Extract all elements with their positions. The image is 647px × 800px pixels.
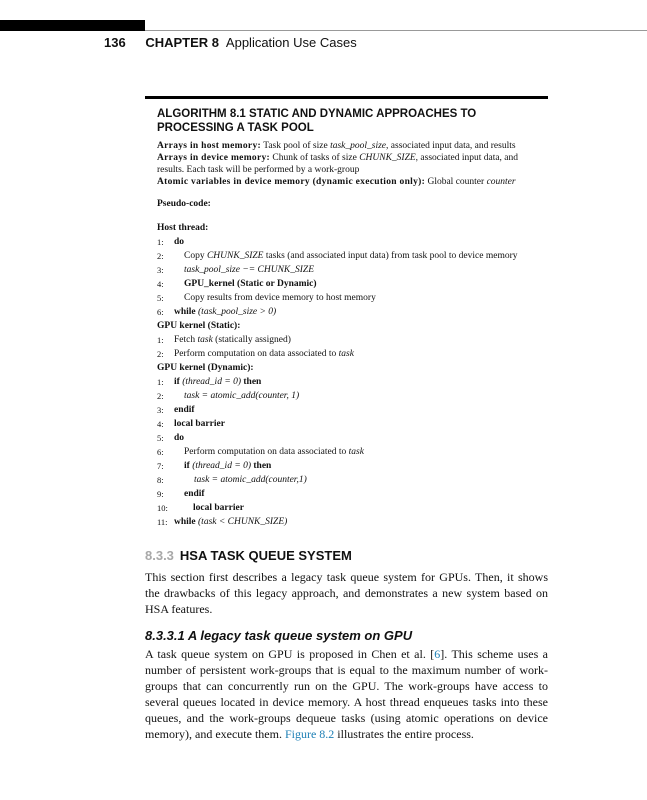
code-line: 9: endif (157, 489, 205, 499)
code-line: 1: if (thread_id = 0) then (157, 377, 262, 387)
pseudo-code-label: Pseudo-code: (157, 199, 211, 209)
code-line: 2: Perform computation on data associated to task (157, 349, 354, 359)
figure-reference-link[interactable]: Figure 8.2 (284, 727, 335, 741)
host-thread-label: Host thread: (157, 223, 209, 233)
subsection-heading: 8.3.3.1 A legacy task queue system on GPU (145, 628, 413, 643)
page-number: 136 (104, 35, 126, 50)
code-line: 4: GPU_kernel (Static or Dynamic) (157, 279, 317, 289)
code-line: 10: local barrier (157, 503, 244, 513)
algorithm-box (145, 96, 548, 530)
section-number: 8.3.3 (145, 548, 174, 563)
citation-link[interactable]: 6 (434, 647, 441, 661)
code-line: 7: if (thread_id = 0) then (157, 461, 272, 471)
code-line: 3: task_pool_size −= CHUNK_SIZE (157, 265, 314, 275)
chapter-label: CHAPTER 8 (145, 35, 220, 50)
code-line: 1: Fetch task (statically assigned) (157, 335, 291, 345)
code-line: 1: do (157, 237, 185, 247)
chapter-title: Application Use Cases (225, 35, 357, 50)
static-kernel-label: GPU kernel (Static): (157, 321, 241, 331)
code-line: 5: Copy results from device memory to host memory (157, 293, 376, 303)
code-line: 6: while (task_pool_size > 0) (157, 307, 277, 317)
section-intro-paragraph: This section first describes a legacy task queue system for GPUs. Then, it shows the drawbacks of this legacy approach, and demonstrates a new system based on HSA features. (145, 570, 548, 616)
atomic-vars-desc: Atomic variables in device memory (dynamic execution only): Global counter counter (157, 177, 516, 187)
algorithm-top-rule (145, 96, 548, 99)
header-black-bar (0, 20, 145, 31)
dynamic-kernel-label: GPU kernel (Dynamic): (157, 363, 254, 373)
host-memory-desc: Arrays in host memory: Task pool of size task_pool_size, associated input data, and results (157, 141, 516, 151)
running-head (104, 35, 357, 50)
code-line: 6: Perform computation on data associated to task (157, 447, 364, 457)
section-title: HSA TASK QUEUE SYSTEM (179, 548, 352, 563)
code-line: 2: Copy CHUNK_SIZE tasks (and associated input data) from task pool to device memory (157, 251, 518, 261)
code-line: 11: while (task < CHUNK_SIZE) (157, 517, 288, 527)
code-line: 4: local barrier (157, 419, 225, 429)
algorithm-body (157, 140, 547, 528)
algorithm-title: ALGORITHM 8.1 STATIC AND DYNAMIC APPROACHES TO PROCESSING A TASK POOL (157, 108, 477, 134)
code-line: 8: task = atomic_add(counter,1) (157, 475, 307, 485)
subsection-paragraph: A task queue system on GPU is proposed in Chen et al. [6]. This scheme uses a number of persistent work-groups that is equal to the maximum number of work-groups that can concurrently run on the GPU. The work-groups have access to several queues located in device memory. A host thread enqueues tasks into these queues, and the work-groups dequeue tasks (using atomic operations on device memory), and execute them. Figure 8.2 illustrates the entire process. (145, 647, 548, 741)
header-rule (145, 30, 647, 31)
section-heading (145, 548, 352, 563)
code-line: 3: endif (157, 405, 195, 415)
device-memory-desc: Arrays in device memory: Chunk of tasks of size CHUNK_SIZE, associated input data, and results. Each task will be performed by a work-group (157, 153, 519, 175)
code-line: 2: task = atomic_add(counter, 1) (157, 391, 300, 401)
code-line: 5: do (157, 433, 185, 443)
